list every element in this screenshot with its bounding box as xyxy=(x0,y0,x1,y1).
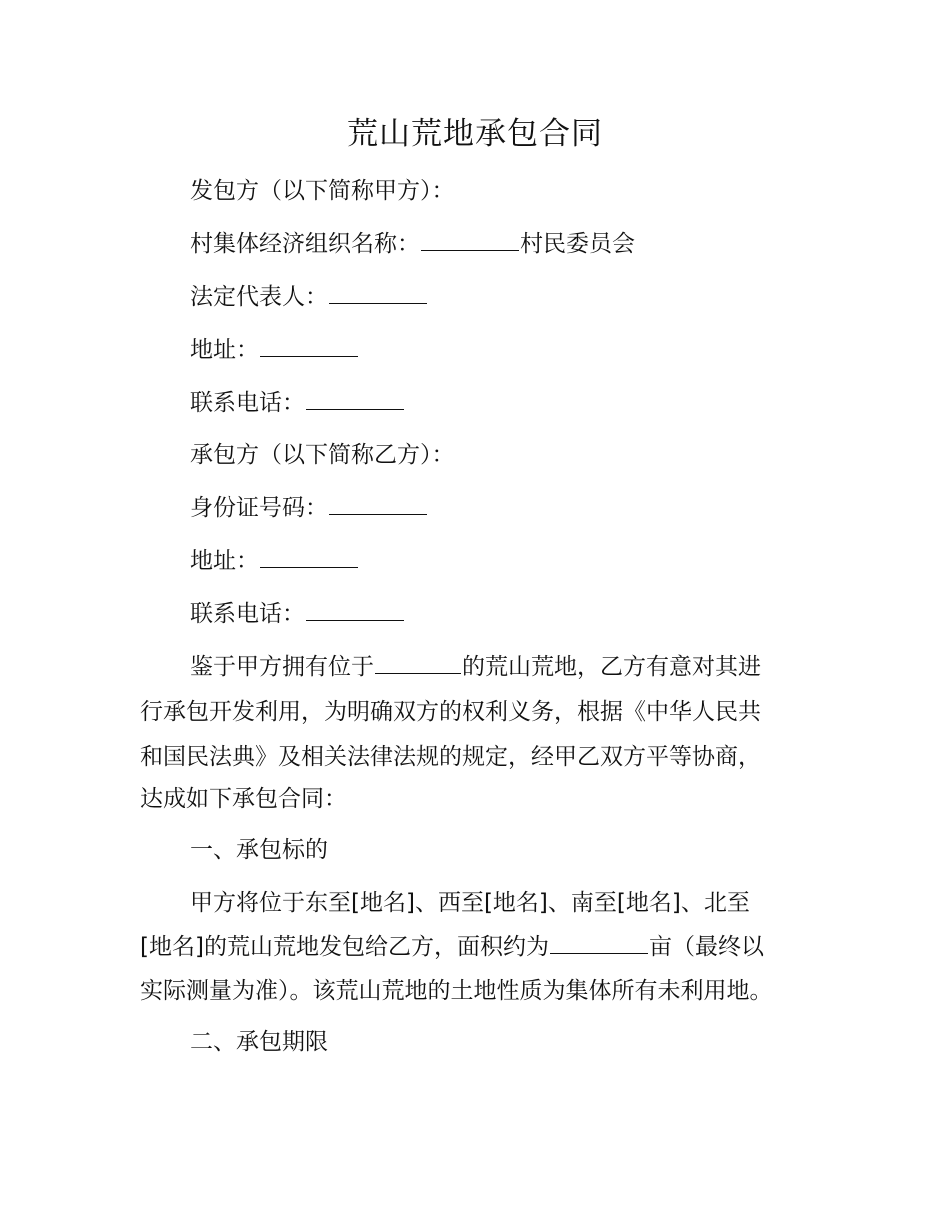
preamble-line-3: 和国民法典》及相关法律法规的规定，经甲乙双方平等协商， xyxy=(140,744,761,770)
party-b-id-line xyxy=(190,492,428,524)
party-b-id-label: 身份证号码： xyxy=(190,495,328,521)
section-1-text: 亩（最终以 xyxy=(648,934,764,960)
document-title: 荒山荒地承包合同 xyxy=(347,116,603,152)
org-name-line xyxy=(190,228,635,260)
party-a-address-label: 地址： xyxy=(190,337,259,363)
section-1-line-3: 实际测量为准）。该荒山荒地的土地性质为集体所有未利用地。 xyxy=(140,978,773,1004)
party-a-heading: 发包方（以下简称甲方）： xyxy=(190,178,455,204)
location-blank xyxy=(375,651,461,674)
party-b-heading: 承包方（以下简称乙方）： xyxy=(190,442,455,468)
legal-rep-line xyxy=(190,281,428,313)
org-name-label: 村集体经济组织名称： xyxy=(190,231,420,257)
preamble-line-4: 达成如下承包合同： xyxy=(140,786,347,812)
party-b-address-line xyxy=(190,545,359,577)
party-a-phone-label: 联系电话： xyxy=(190,390,305,416)
legal-rep-label: 法定代表人： xyxy=(190,284,328,310)
org-name-suffix: 村民委员会 xyxy=(520,231,635,257)
section-1-line-2 xyxy=(140,931,764,963)
party-b-phone-label: 联系电话： xyxy=(190,601,305,627)
legal-rep-blank xyxy=(329,281,427,304)
party-a-phone-blank xyxy=(306,387,404,410)
party-a-address-blank xyxy=(260,334,358,357)
section-1-line-1: 甲方将位于东至[地名]、西至[地名]、南至[地名]、北至 xyxy=(190,890,750,916)
party-b-address-blank xyxy=(260,545,358,568)
preamble-text: 的荒山荒地，乙方有意对其进 xyxy=(462,654,761,680)
party-a-address-line xyxy=(190,334,359,366)
preamble-line-2: 行承包开发利用，为明确双方的权利义务，根据《中华人民共 xyxy=(140,699,761,725)
org-name-blank xyxy=(421,228,519,251)
party-b-id-blank xyxy=(329,492,427,515)
party-a-phone-line xyxy=(190,387,405,419)
party-b-phone-line xyxy=(190,598,405,630)
preamble-text: 鉴于甲方拥有位于 xyxy=(190,654,374,680)
party-b-address-label: 地址： xyxy=(190,548,259,574)
section-1-text: [地名]的荒山荒地发包给乙方，面积约为 xyxy=(140,934,549,960)
preamble-line-1 xyxy=(190,651,761,683)
area-blank xyxy=(550,931,648,954)
section-1-heading: 一、承包标的 xyxy=(190,837,328,863)
section-2-heading: 二、承包期限 xyxy=(190,1029,328,1055)
party-b-phone-blank xyxy=(306,598,404,621)
